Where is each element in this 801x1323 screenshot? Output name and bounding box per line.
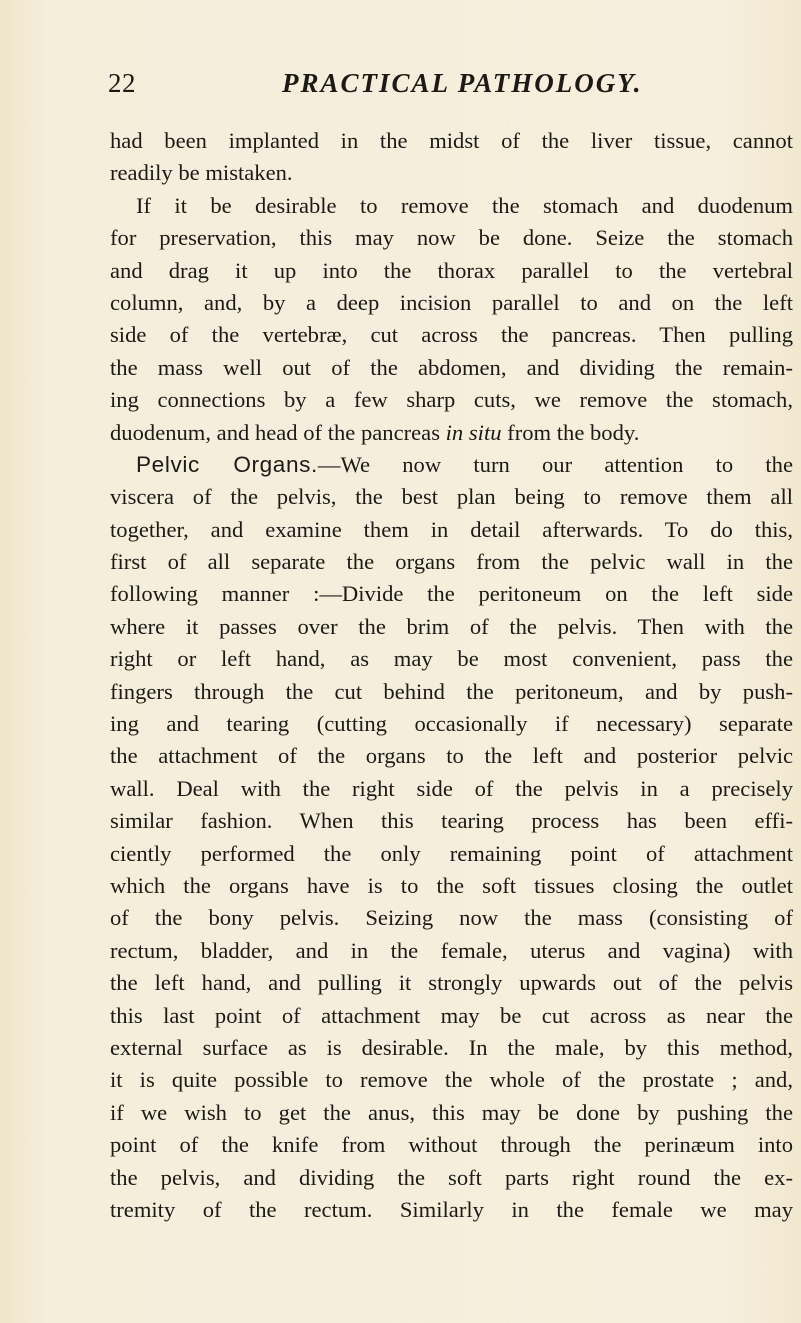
text-line: side of the vertebræ, cut across the pancreas. Then pulling bbox=[110, 322, 793, 348]
text-line: ciently performed the only remaining point of attachment bbox=[110, 840, 793, 866]
text-line bbox=[110, 417, 793, 449]
italic-phrase: in situ bbox=[445, 419, 502, 445]
text-line: the left hand, and pulling it strongly upwards out of the pelvis bbox=[110, 970, 793, 996]
page-number: 22 bbox=[108, 68, 136, 98]
text-line: where it passes over the brim of the pelvis. Then with the bbox=[110, 613, 793, 639]
text-line: following manner :—Divide the peritoneum on the left side bbox=[110, 581, 793, 607]
text-line: ing connections by a few sharp cuts, we remove the stomach, bbox=[110, 387, 793, 413]
text-line: this last point of attachment may be cut across as near the bbox=[110, 1002, 793, 1028]
text-line: column, and, by a deep incision parallel to and on the left bbox=[110, 289, 793, 315]
text-segment: —We now turn our attention to the bbox=[317, 451, 793, 477]
text-line: tremity of the rectum. Similarly in the female we may bbox=[110, 1196, 793, 1222]
text-line: the mass well out of the abdomen, and dividing the remain- bbox=[110, 354, 793, 380]
text-line: external surface as is desirable. In the male, by this method, bbox=[110, 1034, 793, 1060]
text-line: the attachment of the organs to the left and posterior pelvic bbox=[110, 743, 793, 769]
text-line: and drag it up into the thorax parallel to the vertebral bbox=[110, 257, 793, 283]
text-segment: from the body. bbox=[501, 419, 640, 445]
text-line: viscera of the pelvis, the best plan being to remove them all bbox=[110, 484, 793, 510]
text-line: ing and tearing (cutting occasionally if necessary) separate bbox=[110, 711, 793, 737]
text-line: right or left hand, as may be most convenient, pass the bbox=[110, 646, 793, 672]
text-segment: duodenum, and head of the pancreas bbox=[110, 419, 446, 445]
text-line: if we wish to get the anus, this may be done by pushing the bbox=[110, 1099, 793, 1125]
text-line: first of all separate the organs from the pelvic wall in the bbox=[110, 549, 793, 575]
text-line: the pelvis, and dividing the soft parts right round the ex- bbox=[110, 1164, 793, 1190]
text-line: it is quite possible to remove the whole of the prostate ; and, bbox=[110, 1067, 793, 1093]
text-line: similar fashion. When this tearing process has been effi- bbox=[110, 808, 793, 834]
running-head bbox=[108, 68, 718, 102]
text-line: rectum, bladder, and in the female, uterus and vagina) with bbox=[110, 937, 793, 963]
text-line: wall. Deal with the right side of the pelvis in a precisely bbox=[110, 775, 793, 801]
text-line: which the organs have is to the soft tissues closing the outlet bbox=[110, 872, 793, 898]
text-line: had been implanted in the midst of the liver tissue, cannot bbox=[110, 128, 793, 153]
text-line: If it be desirable to remove the stomach and duodenum bbox=[136, 192, 793, 218]
section-heading: Pelvic Organs. bbox=[136, 451, 318, 477]
text-line: of the bony pelvis. Seizing now the mass (consisting of bbox=[110, 905, 793, 931]
text-line: point of the knife from without through the perinæum into bbox=[110, 1132, 793, 1158]
running-title: PRACTICAL PATHOLOGY. bbox=[282, 68, 643, 98]
text-line: readily be mistaken. bbox=[110, 160, 293, 186]
text-line bbox=[110, 449, 793, 481]
text-line: for preservation, this may now be done. Seize the stomach bbox=[110, 225, 793, 251]
body-text bbox=[110, 125, 793, 1226]
text-line: fingers through the cut behind the peritoneum, and by push- bbox=[110, 678, 793, 704]
text-line: together, and examine them in detail afterwards. To do this, bbox=[110, 516, 793, 542]
